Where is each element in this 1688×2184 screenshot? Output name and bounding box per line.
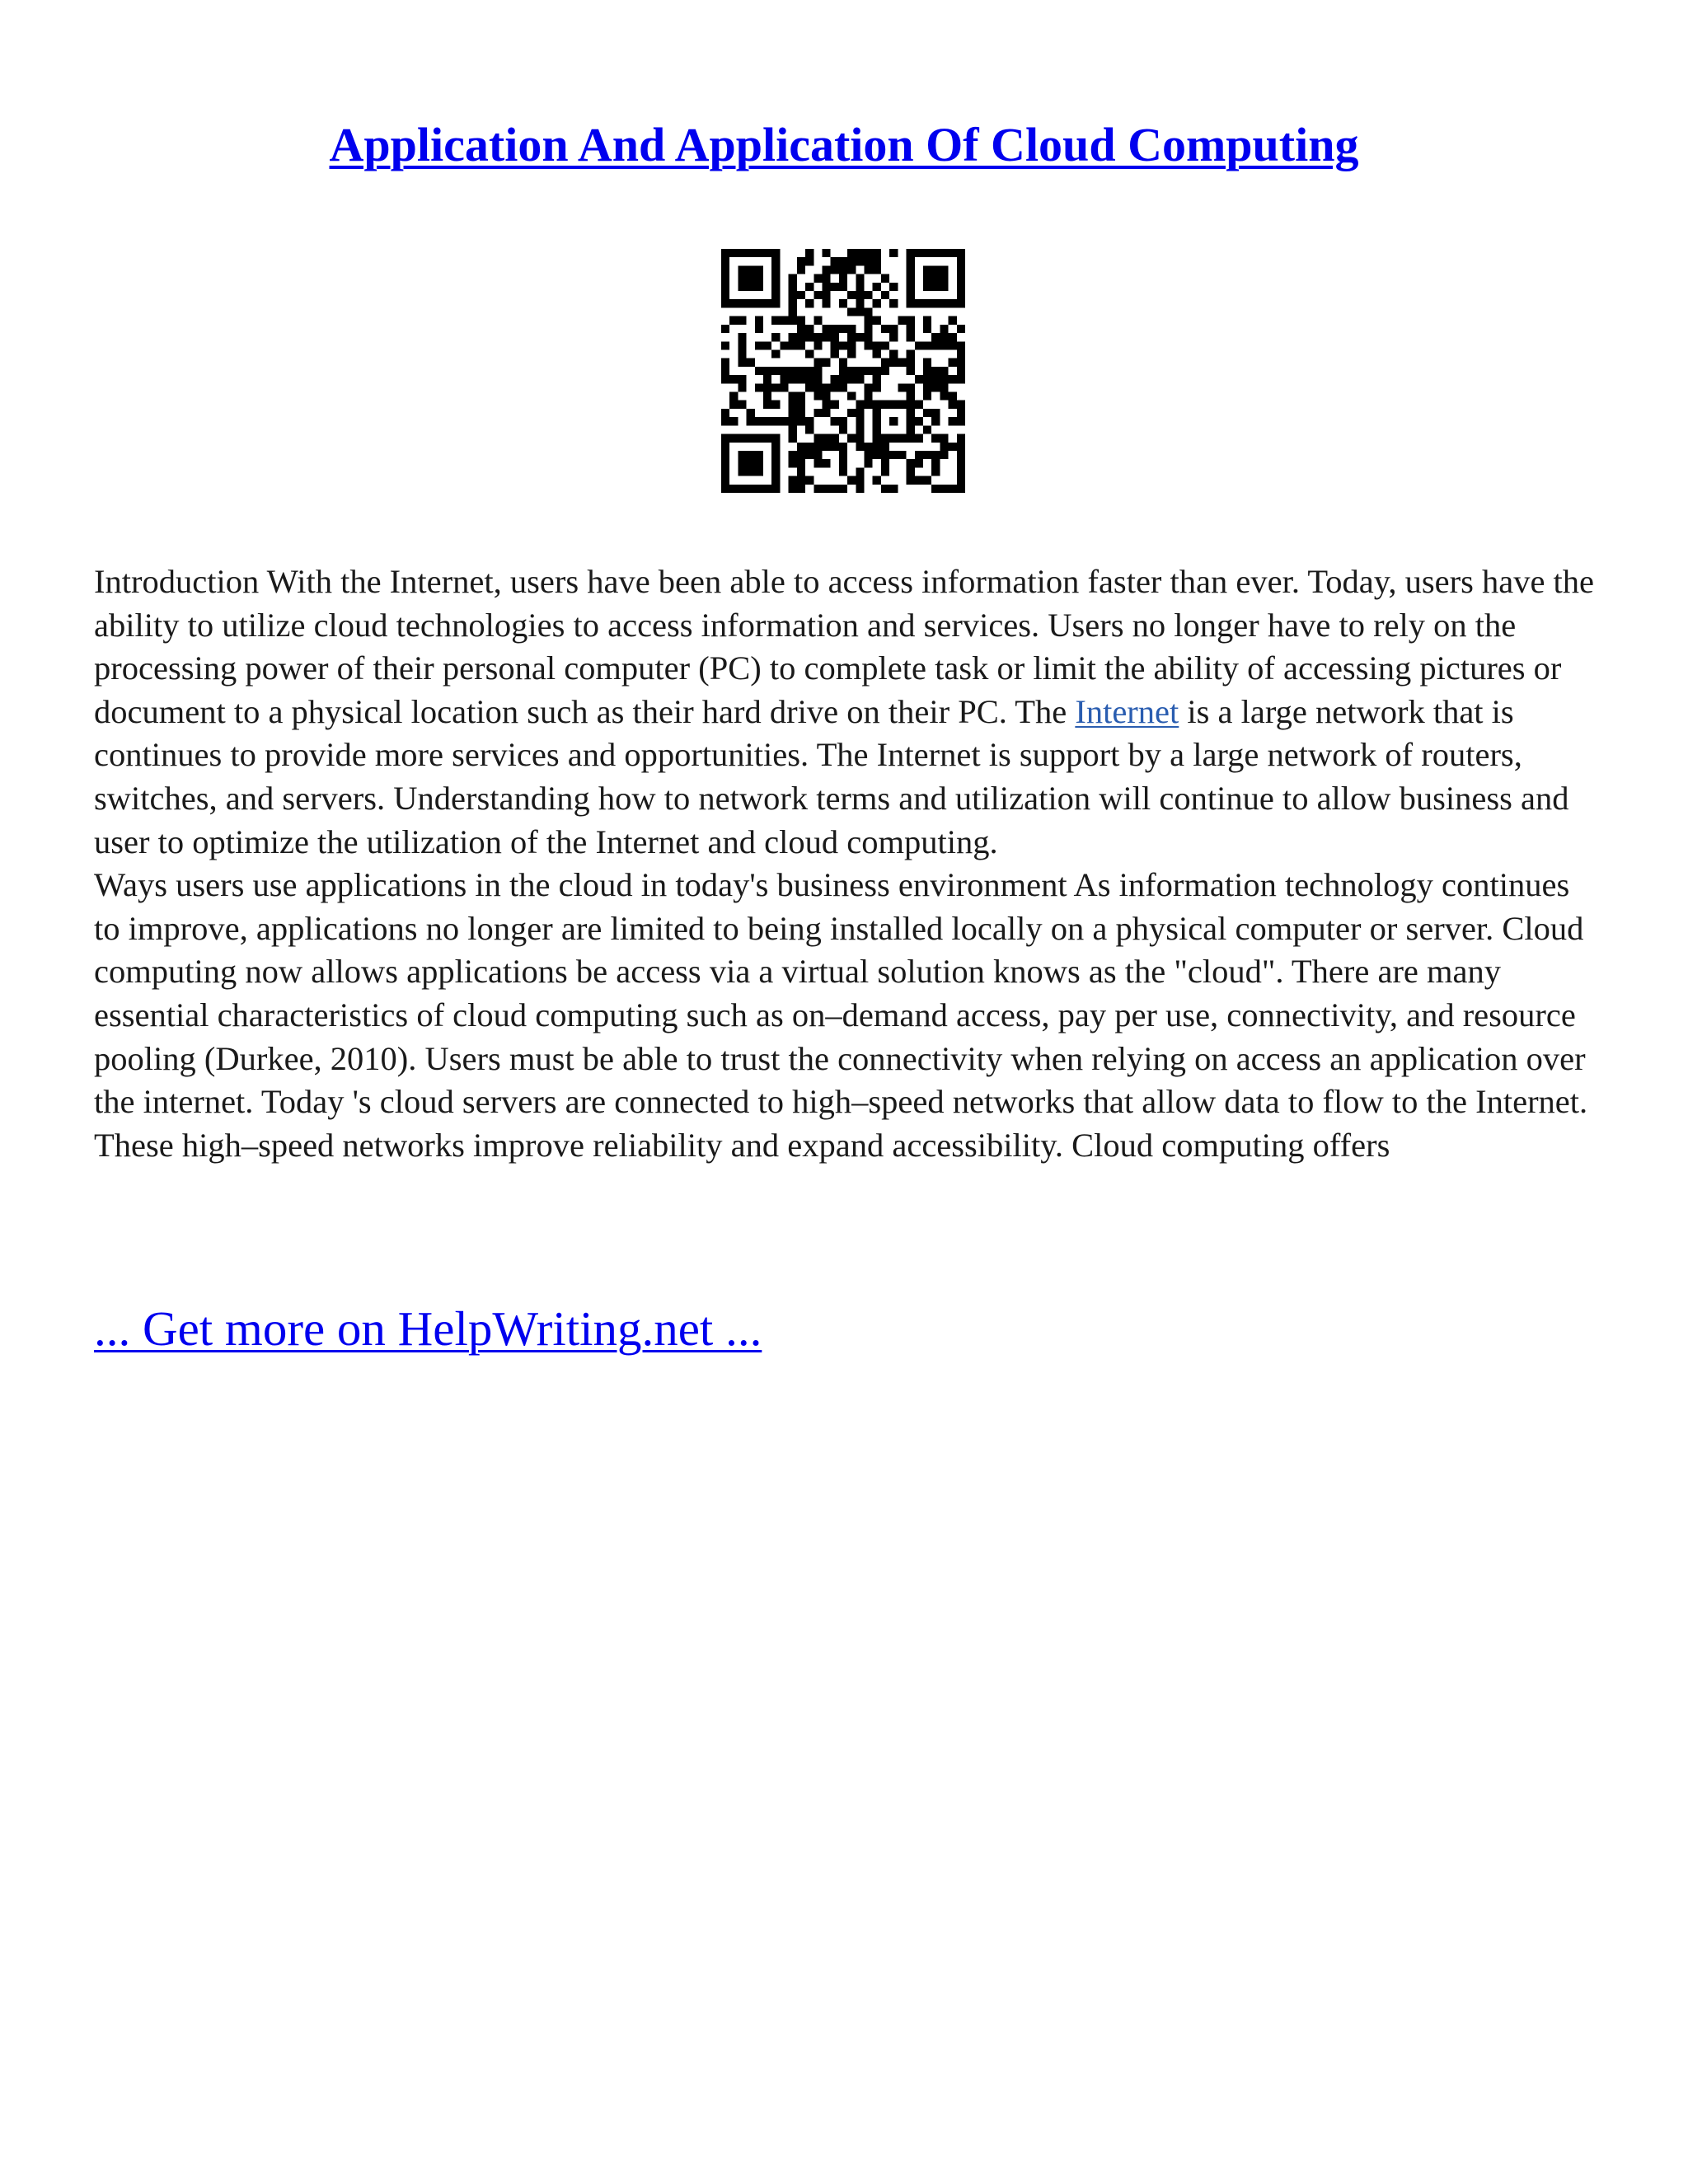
article-body (94, 560, 1602, 1167)
paragraph-introduction-text-a: Introduction With the Internet, users have been able to access information faster than ever. Today, users have the ability to utilize cloud technologies to access information and services. Users no longer have to rely on the processing power of their personal computer (PC) to complete task or limit the ability of accessing pictures or document to a physical location such as their hard drive on their PC. The (94, 563, 1595, 730)
paragraph-introduction (94, 560, 1602, 864)
qr-code-icon (721, 249, 965, 493)
paragraph-cloud-applications: Ways users use applications in the cloud in today's business environment As information technology continues to improve, applications no longer are limited to being installed locally on a physical computer or server. Cloud computing now allows applications be access via a virtual solution knows as the "cloud". There are many essential characteristics of cloud computing such as on–demand access, pay per use, connectivity, and resource pooling (Durkee, 2010). Users must be able to trust the connectivity when relying on access an application over the internet. Today 's cloud servers are connected to high–speed networks that allow data to flow to the Internet. These high–speed networks improve reliability and expand accessibility. Cloud computing offers (94, 866, 1588, 1164)
page-title (0, 114, 1688, 176)
title-link[interactable]: Application And Application Of Cloud Computing (329, 118, 1359, 171)
paragraph-introduction-text-b: is a large network that is continues to provide more services and opportunities. The Internet is support by a large network of routers, switches, and servers. Understanding how to network terms and utilization will continue to allow business and user to optimize the utilization of the Internet and cloud computing. (94, 692, 1569, 860)
get-more-link[interactable]: ... Get more on HelpWriting.net ... (94, 1301, 762, 1356)
get-more-line (94, 1299, 762, 1358)
internet-link[interactable]: Internet (1075, 692, 1179, 730)
